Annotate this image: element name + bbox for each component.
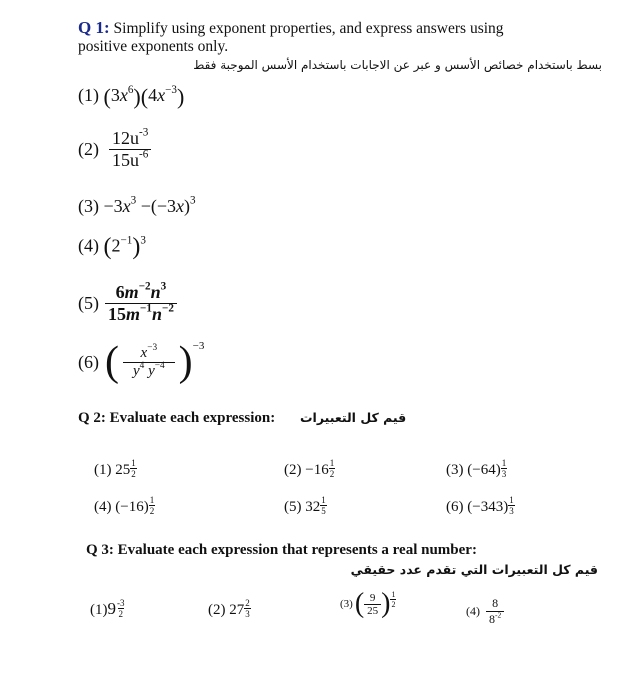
q3-item-3-exp-num: 1: [391, 590, 396, 599]
q2-item-3-base: (−64): [467, 462, 501, 479]
q1-item-2: [78, 128, 151, 171]
q3-item-2-exp-den: 3: [245, 609, 250, 619]
q1-item-6: (6) ( $\frac{x^{-3}}{y^4 y^{-4}}$ ) −3: [78, 339, 205, 385]
q3-item-2-base: 27: [229, 602, 245, 619]
q1-item-3: $(3) -3x^3 -(-3x)^3$: [78, 194, 196, 216]
q1-item-5: [78, 282, 177, 325]
q3-item-4: [466, 596, 504, 627]
q2-item-3-exp-num: 1: [501, 458, 507, 468]
q1-item-2-label: (2): [78, 139, 99, 159]
q1-item-3-label: (3): [78, 196, 99, 216]
q2-item-5: [284, 495, 327, 516]
q3-item-4-numerator: 8: [492, 596, 499, 610]
q1-title: [78, 18, 504, 38]
q1-item-2-fraction: [109, 128, 151, 171]
q1-item-4: (4) $(2^{-1})^3$: [78, 234, 146, 260]
q3-item-1-label: (1): [90, 602, 108, 619]
q3-item-1-exp-den: 2: [118, 609, 123, 619]
q2-item-4: [94, 495, 155, 516]
q2-item-5-base: 32: [305, 499, 321, 516]
q2-item-4-label: (4): [94, 499, 112, 516]
q2-item-2-label: (2): [284, 462, 302, 479]
q2-item-6-label: (6): [446, 499, 464, 516]
q3-item-1-base: 9: [107, 599, 116, 619]
q3-item-3-frac-num: 9: [369, 591, 376, 604]
q1-item-1: (1) $(3x^6)(4x^{-3})$: [78, 83, 185, 109]
q2-item-4-exp-den: 2: [149, 506, 155, 516]
q2-item-5-exp-num: 1: [321, 495, 326, 505]
q1-item-2-numerator: 12u: [112, 128, 139, 148]
q2-item-1-exp-den: 2: [131, 469, 136, 479]
q2-item-1-exp-num: 1: [131, 458, 136, 468]
q3-arabic-instruction: قيم كل التعبيرات التي تقدم عدد حقيقي: [350, 562, 598, 577]
q2-arabic-instruction: قيم كل التعبيرات: [300, 410, 407, 425]
q3-item-2: [208, 598, 251, 619]
q1-title-line2: positive exponents only.: [78, 38, 229, 55]
q1-item-5-fraction: $\frac{6m^{-2}n^3}{15m^{-1}n^{-2}}$: [105, 282, 177, 325]
q3-title: Q 3: Evaluate each expression that represents a real number:: [86, 542, 477, 558]
q3-item-3-frac-den: 25: [364, 604, 381, 617]
q2-item-3-label: (3): [446, 462, 464, 479]
q1-item-5-label: (5): [78, 293, 99, 313]
q1-arabic-instruction: بسط باستخدام خصائص الأسس و عبر عن الاجابات باستخدام الأسس الموجبة فقط: [193, 58, 602, 72]
q2-item-3: [446, 458, 507, 479]
q2-item-2-exp-den: 2: [329, 469, 335, 479]
q2-item-6-exp-den: 3: [509, 506, 514, 516]
q2-item-2-base: −16: [305, 462, 329, 479]
q3-item-3: (3) ( $\frac{9}{25}$ ) $\frac{1}{2}$: [340, 588, 396, 619]
q1-item-2-den-exp: -6: [139, 148, 149, 161]
q3-item-2-exp-num: 2: [245, 598, 250, 608]
q1-item-6-label: (6): [78, 351, 99, 372]
q1-item-1-label: (1): [78, 85, 99, 106]
q2-item-2: [284, 458, 335, 479]
q1-item-2-num-exp: -3: [139, 126, 149, 139]
q1-item-6-fraction: $\frac{x^{-3}}{y^4 y^{-4}}$: [123, 345, 175, 380]
q2-item-2-exp-num: 1: [329, 458, 335, 468]
q2-item-4-base: (−16): [115, 499, 149, 516]
q3-item-3-exp-den: 2: [391, 600, 396, 609]
q3-item-3-fraction: [364, 592, 381, 617]
q3-item-1: [90, 598, 126, 619]
q1-item-4-label: (4): [78, 235, 99, 256]
q2-item-6: [446, 495, 515, 516]
q3-item-4-label: (4): [466, 604, 480, 618]
q2-item-1-base: 25: [115, 462, 131, 479]
q2-item-6-base: (−343): [467, 499, 509, 516]
q2-item-1: [94, 458, 137, 479]
q2-item-4-exp-num: 1: [149, 495, 155, 505]
q2-item-1-label: (1): [94, 462, 112, 479]
q3-item-1-exp-num: -3: [117, 598, 125, 608]
q3-item-4-fraction: [486, 596, 504, 627]
q3-item-3-label: (3): [340, 598, 353, 610]
q2-item-5-exp-den: 5: [321, 506, 326, 516]
q1-number: Q 1:: [78, 18, 110, 37]
q3-item-4-den-exp: -2: [495, 610, 502, 620]
q2-item-3-exp-den: 3: [501, 469, 507, 479]
q3-item-4-denominator: 8: [489, 612, 495, 626]
q3-item-2-label: (2): [208, 602, 226, 619]
q2-item-5-label: (5): [284, 499, 302, 516]
q1-item-2-denominator: 15u: [112, 150, 139, 170]
q2-item-6-exp-num: 1: [509, 495, 514, 505]
q1-title-text: Simplify using exponent properties, and express answers using: [109, 20, 504, 37]
q2-title: Q 2: Evaluate each expression:: [78, 410, 276, 426]
